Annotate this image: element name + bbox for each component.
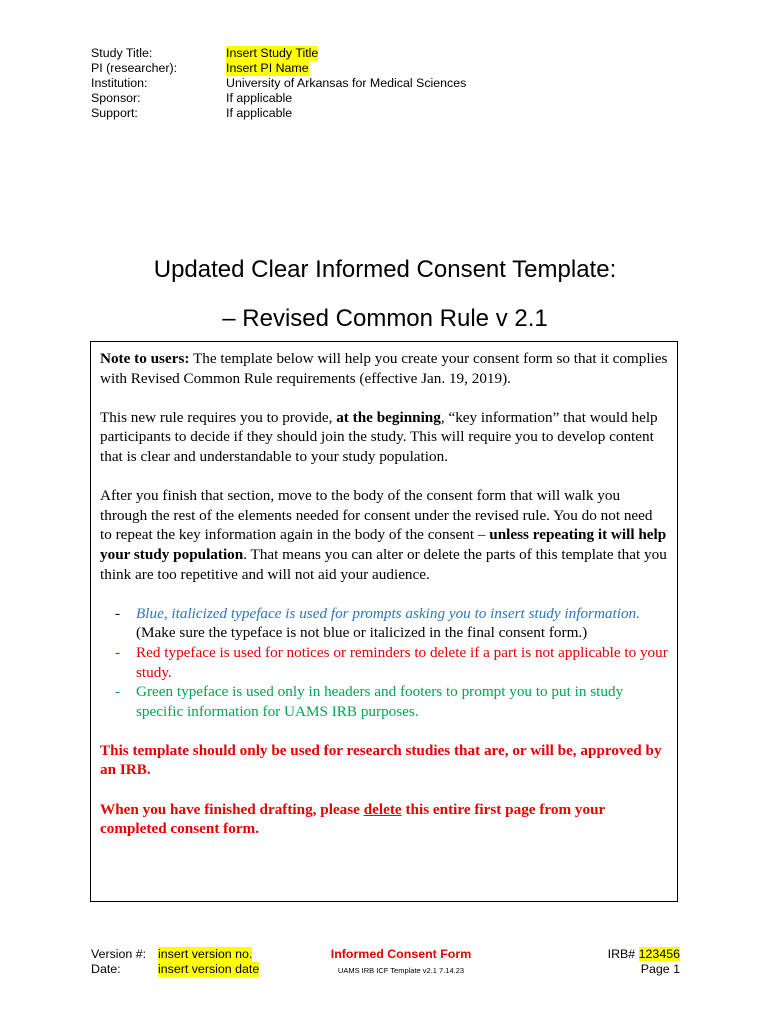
list-item-red: - Red typeface is used for notices or reminders to delete if a part is not applicable to your study. <box>115 643 668 681</box>
footer-irb-block <box>608 947 680 977</box>
footer-form-title: Informed Consent Form <box>330 947 472 961</box>
note-paragraph-3: After you finish that section, move to the body of the consent form that will walk you through the rest of the elements needed for consent under the revised rule. You do not need to repeat the key information again in the body of the consent – unless repeating it will help your study population. That means you can alter or delete the parts of this template that you think are too repetitive and will not aid your audience. <box>100 487 667 583</box>
document-subtitle: – Revised Common Rule v 2.1 <box>222 305 548 332</box>
irb-warning: This template should only be used for research studies that are, or will be, approved by an IRB. <box>100 741 662 779</box>
document-title: Updated Clear Informed Consent Template: <box>153 256 617 283</box>
note-to-users-box <box>90 341 678 902</box>
list-item-blue: - Blue, italicized typeface is used for prompts asking you to insert study information. (Make sure the typeface is not blue or italicized in the final consent form.) <box>115 604 640 642</box>
institution-value: University of Arkansas for Medical Sciences <box>226 76 467 90</box>
footer-template-version: UAMS IRB ICF Template v2.1 7.14.23 <box>337 966 465 975</box>
pi-value: Insert PI Name <box>226 61 309 75</box>
institution-row <box>91 76 466 91</box>
list-item-green: - Green typeface is used only in headers and footers to prompt you to put in study specific information for UAMS IRB purposes. <box>115 683 624 720</box>
date-value: insert version date <box>158 962 260 976</box>
color-legend-list <box>100 604 668 722</box>
note-paragraph-2: This new rule requires you to provide, at the beginning, “key information” that would help participants to decide if they should join the study. This will require you to develop content that is clear and understandable to your study population. <box>100 408 658 465</box>
support-value: If applicable <box>226 106 293 120</box>
sponsor-value: If applicable <box>226 91 293 105</box>
bullet-dash: - <box>115 683 121 701</box>
sponsor-row <box>91 91 466 106</box>
study-header <box>91 46 466 121</box>
bullet-dash: - <box>115 643 121 661</box>
institution-label: Institution: <box>91 76 148 90</box>
version-label: Version #: <box>91 947 147 961</box>
page-number: Page 1 <box>640 962 680 976</box>
sponsor-label: Sponsor: <box>91 91 141 105</box>
delete-warning: When you have finished drafting, please delete this entire first page from your completed consent form. <box>100 800 605 838</box>
footer-center <box>261 947 541 976</box>
irb-label: IRB# <box>607 947 639 961</box>
study-title-label: Study Title: <box>91 46 153 60</box>
support-row <box>91 106 466 121</box>
note-label: Note to users: <box>100 350 190 367</box>
study-title-value: Insert Study Title <box>226 46 319 60</box>
pi-label: PI (researcher): <box>91 61 178 75</box>
note-paragraph-1: Note to users: The template below will help you create your consent form so that it complies with Revised Common Rule requirements (effective Jan. 19, 2019). <box>100 350 668 387</box>
irb-number: 123456 <box>638 947 680 961</box>
support-label: Support: <box>91 106 138 120</box>
bullet-dash: - <box>115 604 121 622</box>
date-label: Date: <box>91 962 121 976</box>
version-value: insert version no. <box>158 947 253 961</box>
pi-row <box>91 61 466 76</box>
footer-version-block <box>91 947 259 977</box>
study-title-row <box>91 46 466 61</box>
